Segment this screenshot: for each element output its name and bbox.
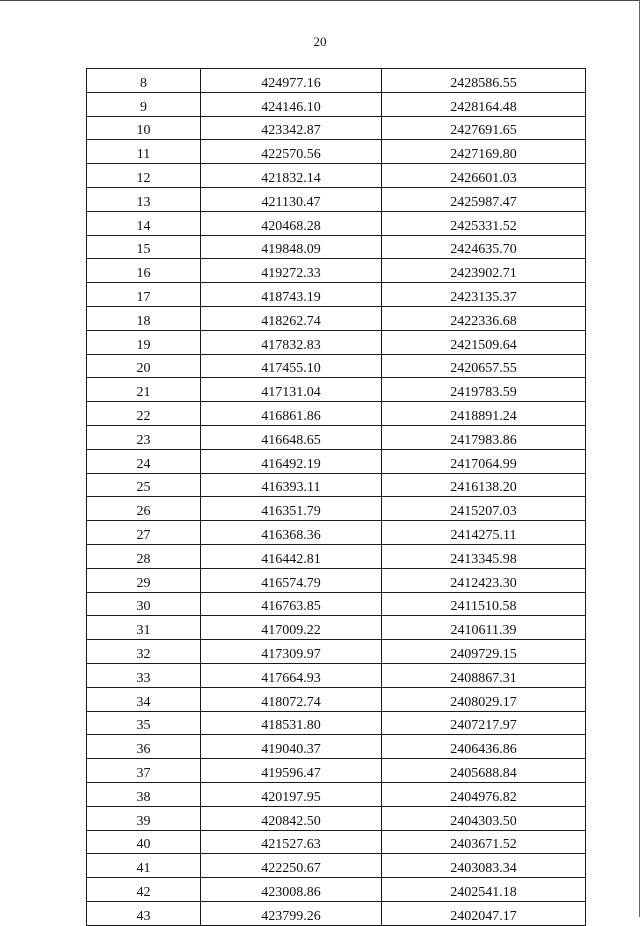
table-row <box>87 187 586 211</box>
y-coordinate-cell: 2426601.03 <box>382 164 586 188</box>
coordinate-table <box>86 68 586 926</box>
x-coordinate-cell: 418262.74 <box>201 306 382 330</box>
y-coordinate-cell: 2417064.99 <box>382 449 586 473</box>
coordinate-table-body <box>87 69 586 926</box>
y-coordinate-cell: 2418891.24 <box>382 402 586 426</box>
table-row <box>87 735 586 759</box>
point-number-cell: 28 <box>87 544 201 568</box>
point-number-cell: 33 <box>87 663 201 687</box>
point-number-cell: 15 <box>87 235 201 259</box>
x-coordinate-cell: 416442.81 <box>201 544 382 568</box>
x-coordinate-cell: 419848.09 <box>201 235 382 259</box>
table-row <box>87 878 586 902</box>
table-row <box>87 211 586 235</box>
x-coordinate-cell: 416574.79 <box>201 568 382 592</box>
x-coordinate-cell: 422570.56 <box>201 140 382 164</box>
x-coordinate-cell: 416861.86 <box>201 402 382 426</box>
table-row <box>87 259 586 283</box>
point-number-cell: 22 <box>87 402 201 426</box>
x-coordinate-cell: 422250.67 <box>201 854 382 878</box>
point-number-cell: 8 <box>87 69 201 93</box>
x-coordinate-cell: 416393.11 <box>201 473 382 497</box>
point-number-cell: 43 <box>87 901 201 925</box>
point-number-cell: 37 <box>87 759 201 783</box>
table-row <box>87 521 586 545</box>
x-coordinate-cell: 418531.80 <box>201 711 382 735</box>
point-number-cell: 12 <box>87 164 201 188</box>
y-coordinate-cell: 2412423.30 <box>382 568 586 592</box>
table-row <box>87 473 586 497</box>
table-row <box>87 663 586 687</box>
table-row <box>87 330 586 354</box>
table-row <box>87 306 586 330</box>
y-coordinate-cell: 2404976.82 <box>382 782 586 806</box>
coordinate-table-container <box>86 68 582 926</box>
x-coordinate-cell: 416492.19 <box>201 449 382 473</box>
point-number-cell: 35 <box>87 711 201 735</box>
table-row <box>87 283 586 307</box>
x-coordinate-cell: 418072.74 <box>201 687 382 711</box>
x-coordinate-cell: 420842.50 <box>201 806 382 830</box>
x-coordinate-cell: 419596.47 <box>201 759 382 783</box>
table-row <box>87 354 586 378</box>
y-coordinate-cell: 2423135.37 <box>382 283 586 307</box>
table-row <box>87 640 586 664</box>
point-number-cell: 25 <box>87 473 201 497</box>
point-number-cell: 31 <box>87 616 201 640</box>
x-coordinate-cell: 417832.83 <box>201 330 382 354</box>
x-coordinate-cell: 421832.14 <box>201 164 382 188</box>
table-row <box>87 140 586 164</box>
table-row <box>87 449 586 473</box>
y-coordinate-cell: 2422336.68 <box>382 306 586 330</box>
y-coordinate-cell: 2409729.15 <box>382 640 586 664</box>
point-number-cell: 10 <box>87 116 201 140</box>
y-coordinate-cell: 2403083.34 <box>382 854 586 878</box>
point-number-cell: 30 <box>87 592 201 616</box>
point-number-cell: 24 <box>87 449 201 473</box>
table-row <box>87 711 586 735</box>
y-coordinate-cell: 2402047.17 <box>382 901 586 925</box>
x-coordinate-cell: 418743.19 <box>201 283 382 307</box>
table-row <box>87 568 586 592</box>
y-coordinate-cell: 2428164.48 <box>382 92 586 116</box>
table-row <box>87 425 586 449</box>
y-coordinate-cell: 2413345.98 <box>382 544 586 568</box>
x-coordinate-cell: 416351.79 <box>201 497 382 521</box>
x-coordinate-cell: 417455.10 <box>201 354 382 378</box>
point-number-cell: 9 <box>87 92 201 116</box>
table-row <box>87 378 586 402</box>
y-coordinate-cell: 2417983.86 <box>382 425 586 449</box>
y-coordinate-cell: 2403671.52 <box>382 830 586 854</box>
x-coordinate-cell: 419272.33 <box>201 259 382 283</box>
y-coordinate-cell: 2405688.84 <box>382 759 586 783</box>
x-coordinate-cell: 416648.65 <box>201 425 382 449</box>
table-row <box>87 92 586 116</box>
point-number-cell: 42 <box>87 878 201 902</box>
table-row <box>87 854 586 878</box>
y-coordinate-cell: 2404303.50 <box>382 806 586 830</box>
y-coordinate-cell: 2414275.11 <box>382 521 586 545</box>
table-row <box>87 497 586 521</box>
y-coordinate-cell: 2421509.64 <box>382 330 586 354</box>
point-number-cell: 36 <box>87 735 201 759</box>
table-row <box>87 830 586 854</box>
y-coordinate-cell: 2425987.47 <box>382 187 586 211</box>
y-coordinate-cell: 2420657.55 <box>382 354 586 378</box>
x-coordinate-cell: 420468.28 <box>201 211 382 235</box>
table-row <box>87 116 586 140</box>
point-number-cell: 14 <box>87 211 201 235</box>
table-row <box>87 782 586 806</box>
y-coordinate-cell: 2427691.65 <box>382 116 586 140</box>
point-number-cell: 27 <box>87 521 201 545</box>
y-coordinate-cell: 2424635.70 <box>382 235 586 259</box>
point-number-cell: 19 <box>87 330 201 354</box>
point-number-cell: 13 <box>87 187 201 211</box>
y-coordinate-cell: 2416138.20 <box>382 473 586 497</box>
point-number-cell: 40 <box>87 830 201 854</box>
point-number-cell: 41 <box>87 854 201 878</box>
x-coordinate-cell: 423799.26 <box>201 901 382 925</box>
page-border-top <box>0 0 640 1</box>
x-coordinate-cell: 417131.04 <box>201 378 382 402</box>
table-row <box>87 759 586 783</box>
table-row <box>87 901 586 925</box>
x-coordinate-cell: 423342.87 <box>201 116 382 140</box>
y-coordinate-cell: 2428586.55 <box>382 69 586 93</box>
x-coordinate-cell: 424146.10 <box>201 92 382 116</box>
x-coordinate-cell: 417664.93 <box>201 663 382 687</box>
x-coordinate-cell: 417309.97 <box>201 640 382 664</box>
point-number-cell: 17 <box>87 283 201 307</box>
x-coordinate-cell: 421527.63 <box>201 830 382 854</box>
x-coordinate-cell: 421130.47 <box>201 187 382 211</box>
table-row <box>87 544 586 568</box>
table-row <box>87 616 586 640</box>
y-coordinate-cell: 2408867.31 <box>382 663 586 687</box>
y-coordinate-cell: 2425331.52 <box>382 211 586 235</box>
y-coordinate-cell: 2402541.18 <box>382 878 586 902</box>
y-coordinate-cell: 2415207.03 <box>382 497 586 521</box>
y-coordinate-cell: 2427169.80 <box>382 140 586 164</box>
y-coordinate-cell: 2423902.71 <box>382 259 586 283</box>
point-number-cell: 21 <box>87 378 201 402</box>
y-coordinate-cell: 2410611.39 <box>382 616 586 640</box>
y-coordinate-cell: 2411510.58 <box>382 592 586 616</box>
table-row <box>87 592 586 616</box>
x-coordinate-cell: 423008.86 <box>201 878 382 902</box>
table-row <box>87 806 586 830</box>
point-number-cell: 29 <box>87 568 201 592</box>
point-number-cell: 20 <box>87 354 201 378</box>
y-coordinate-cell: 2406436.86 <box>382 735 586 759</box>
table-row <box>87 235 586 259</box>
point-number-cell: 39 <box>87 806 201 830</box>
x-coordinate-cell: 416763.85 <box>201 592 382 616</box>
point-number-cell: 16 <box>87 259 201 283</box>
table-row <box>87 164 586 188</box>
x-coordinate-cell: 416368.36 <box>201 521 382 545</box>
y-coordinate-cell: 2408029.17 <box>382 687 586 711</box>
x-coordinate-cell: 419040.37 <box>201 735 382 759</box>
table-row <box>87 69 586 93</box>
y-coordinate-cell: 2419783.59 <box>382 378 586 402</box>
point-number-cell: 32 <box>87 640 201 664</box>
x-coordinate-cell: 417009.22 <box>201 616 382 640</box>
point-number-cell: 38 <box>87 782 201 806</box>
point-number-cell: 26 <box>87 497 201 521</box>
point-number-cell: 23 <box>87 425 201 449</box>
point-number-cell: 11 <box>87 140 201 164</box>
x-coordinate-cell: 424977.16 <box>201 69 382 93</box>
page-number: 20 <box>313 34 327 49</box>
x-coordinate-cell: 420197.95 <box>201 782 382 806</box>
table-row <box>87 687 586 711</box>
point-number-cell: 34 <box>87 687 201 711</box>
y-coordinate-cell: 2407217.97 <box>382 711 586 735</box>
table-row <box>87 402 586 426</box>
point-number-cell: 18 <box>87 306 201 330</box>
